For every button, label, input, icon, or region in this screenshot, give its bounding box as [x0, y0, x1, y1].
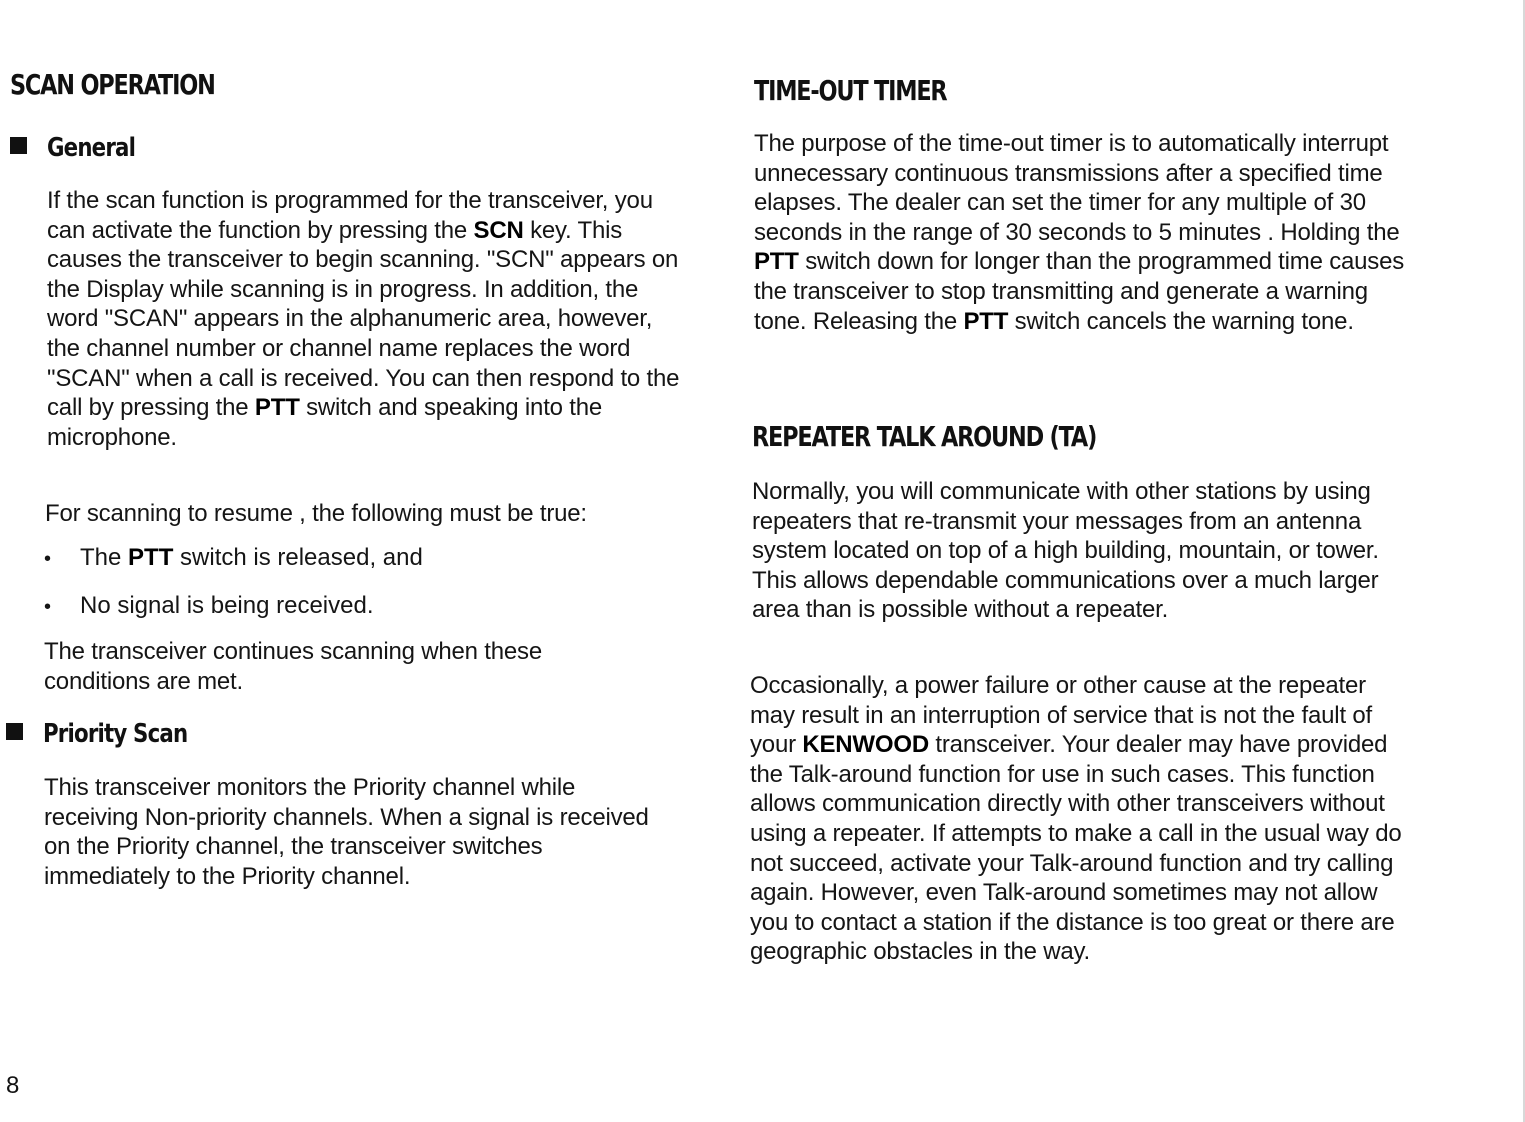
text-run: switch is released, and [173, 544, 423, 571]
ptt-key-label: PTT [963, 307, 1009, 335]
text-run: If the scan function is programmed for the transceiver, you can activate the function by pressing the [47, 187, 653, 244]
bullet-item-no-signal [44, 591, 374, 623]
text-run: The purpose of the time-out timer is to automatically interrupt unnecessary continuous transmissions after a specified time elapses. The dealer can set the timer for any multiple of 30 seconds in the range of 30 seconds to 5 minutes . Holding the [754, 130, 1400, 246]
square-bullet-icon [6, 723, 23, 740]
text-run: key. This causes the transceiver to begin scanning. "SCN" appears on the Display while scanning is in progress. In addition, the word "SCAN" appears in the alphanumeric area, however, the channel number or channel name replaces the word "SCAN" when a call is received. You can then respond to the call by pressing the [47, 216, 680, 422]
text-run: The [80, 544, 129, 571]
priority-scan-heading-text: Priority Scan [43, 719, 188, 749]
scan-general-paragraph [47, 186, 683, 452]
ptt-key-label: PTT [254, 394, 300, 422]
general-heading [10, 133, 154, 163]
ptt-key-label: PTT [754, 248, 799, 276]
kenwood-brand-label: KENWOOD [802, 731, 929, 759]
bullet-dot-icon: • [44, 548, 52, 570]
ptt-key-label: PTT [128, 544, 174, 571]
scn-key-label: SCN [473, 216, 524, 244]
page-number: 8 [6, 1072, 20, 1099]
scan-continues-paragraph: The transceiver continues scanning when these conditions are met. [44, 638, 542, 695]
text-run: Occasionally, a power failure or other cause at the repeater may result in an interruption of service that is not the fault of your [750, 672, 1372, 759]
general-heading-text: General [47, 133, 136, 163]
square-bullet-icon [10, 137, 27, 154]
priority-scan-heading [6, 719, 219, 749]
time-out-timer-title: TIME-OUT TIMER [754, 74, 947, 107]
text-run: switch down for longer than the programmed time causes the transceiver to stop transmitting and generate a warning tone. Releasing the [754, 248, 1405, 335]
scan-operation-title: SCAN OPERATION [10, 68, 215, 101]
text-run: No signal is being received. [80, 592, 374, 619]
bullet-item-ptt-released [44, 543, 423, 575]
text-run: switch and speaking into the microphone. [47, 394, 603, 451]
repeater-normal-paragraph: Normally, you will communicate with other stations by using repeaters that re-transmit your messages from an antenna system located on top of a high building, mountain, or tower. This allows dependable communications over a much larger area than is possible without a repeater. [752, 478, 1379, 624]
priority-scan-paragraph: This transceiver monitors the Priority channel while receiving Non-priority channels. When a signal is received on the Priority channel, the transceiver switches immediately to the Priority channel. [44, 774, 649, 890]
repeater-occasional-paragraph [750, 671, 1415, 967]
bullet-dot-icon: • [44, 596, 52, 618]
repeater-talk-around-title: REPEATER TALK AROUND (TA) [752, 420, 1097, 453]
scan-resume-paragraph: For scanning to resume , the following must be true: [45, 500, 587, 527]
time-out-timer-paragraph [754, 129, 1414, 336]
text-run: switch cancels the warning tone. [1008, 307, 1354, 335]
text-run: transceiver. Your dealer may have provided the Talk-around function for use in such cases. This function allows communication directly with other transceivers without using a repeater. If attempts to make a call in the usual way do not succeed, activate your Talk-around function and try calling again. However, even Talk-around sometimes may not allow you to contact a station if the distance is too great or there are geographic obstacles in the way. [750, 731, 1402, 966]
